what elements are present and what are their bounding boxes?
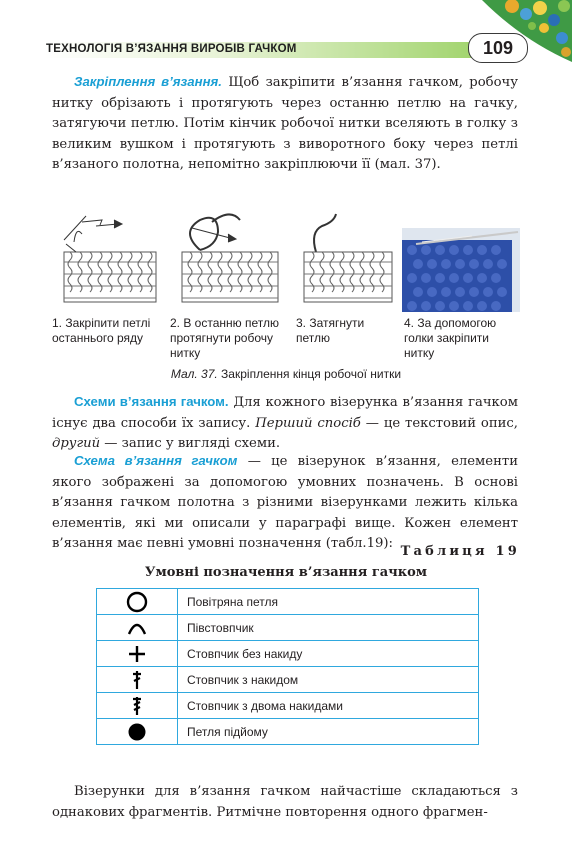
figure-step-2 bbox=[170, 212, 288, 312]
figure-title-text: Закріплення кінця робочої нитки bbox=[217, 367, 402, 381]
schemes-text-2: — це текстовий опис, bbox=[360, 415, 518, 431]
schemes-text-1: Для кожного візерунка в’язання гачком існує два способи їх запису. bbox=[52, 395, 518, 431]
stitch-one-yo-icon bbox=[129, 669, 145, 691]
caption-step-3: 3. Затягнути петлю bbox=[296, 316, 365, 345]
table-cell-label: Стовпчик з накидом bbox=[178, 667, 479, 693]
caption-step-2: 2. В останню петлю протягнути робочу нитку bbox=[170, 316, 279, 360]
intro-lead: Закріплення в’язання. bbox=[74, 74, 222, 89]
page-number: 109 bbox=[468, 33, 528, 63]
table-cell-label: Петля підйому bbox=[178, 719, 479, 745]
table-cell-label: Півстовпчик bbox=[178, 615, 479, 641]
header-title: ТЕХНОЛОГІЯ В’ЯЗАННЯ ВИРОБІВ ГАЧКОМ bbox=[46, 43, 297, 55]
intro-paragraph bbox=[52, 72, 518, 176]
circle-outline-icon bbox=[126, 591, 148, 613]
schemes-lead: Схеми в’язання гачком. bbox=[74, 394, 229, 409]
stitch-two-yo-icon bbox=[129, 695, 145, 717]
table-row bbox=[97, 589, 479, 615]
figure-title bbox=[0, 367, 572, 381]
table-cell-label: Стовпчик без накиду bbox=[178, 641, 479, 667]
intro-text: Щоб закріпити в’язання гачком, робочу нитку обрізають і протягують через останню петлю на гачку, затягуючи петлю. Потім кінчик робочої нитки вселяють в голку з великим вушком і протягують з виворотного боку через петлі в’язаного полотна, непомітно закріплюючи її (мал. 37). bbox=[52, 75, 518, 172]
caption-step-1: 1. Закріпити петлі останнього ряду bbox=[52, 316, 151, 345]
filled-circle-icon bbox=[127, 722, 147, 742]
schemes-text-3: — запис у вигляді схеми. bbox=[100, 436, 281, 451]
table-row bbox=[97, 719, 479, 745]
figure-37 bbox=[52, 212, 522, 312]
scheme-definition-paragraph bbox=[52, 451, 518, 555]
figure-step-4-photo bbox=[402, 212, 520, 312]
schemes-first: Перший спосіб bbox=[255, 415, 361, 431]
table-row bbox=[97, 615, 479, 641]
arc-icon bbox=[126, 620, 148, 636]
scheme-def-lead: Схема в’язання гачком bbox=[74, 453, 238, 468]
table-row bbox=[97, 693, 479, 719]
table-row bbox=[97, 641, 479, 667]
figure-step-1 bbox=[52, 212, 162, 312]
schemes-second: другий bbox=[52, 436, 101, 451]
symbols-table bbox=[96, 588, 479, 745]
figure-step-3 bbox=[296, 212, 396, 312]
table-title: Умовні позначення в’язання гачком bbox=[144, 565, 428, 580]
table-cell-label: Повітряна петля bbox=[178, 589, 479, 615]
plus-icon bbox=[127, 644, 147, 664]
caption-step-4: 4. За допомогою голки закріпити нитку bbox=[404, 316, 497, 360]
table-cell-label: Стовпчик з двома накидами bbox=[178, 693, 479, 719]
table-label: Таблиця 19 bbox=[400, 544, 520, 559]
scheme-def-text: — це візерунок в’язання, елементи якого зображені за допомогою умовних позначень. В основі в’язання гачком полотна з різними візерунками лежить кілька елементів, які ми описали у параграфі вище. Кожен елемент в’язання має певні умовні позначення (табл.19): bbox=[52, 454, 518, 551]
table-row bbox=[97, 667, 479, 693]
running-header bbox=[44, 38, 484, 60]
outro-paragraph: Візерунки для в’язання гачком найчастіше складаються з однакових фрагментів. Ритмічне повторення одного фрагмен- bbox=[52, 784, 518, 820]
figure-title-prefix: Мал. 37. bbox=[170, 367, 218, 381]
schemes-paragraph bbox=[52, 392, 518, 455]
